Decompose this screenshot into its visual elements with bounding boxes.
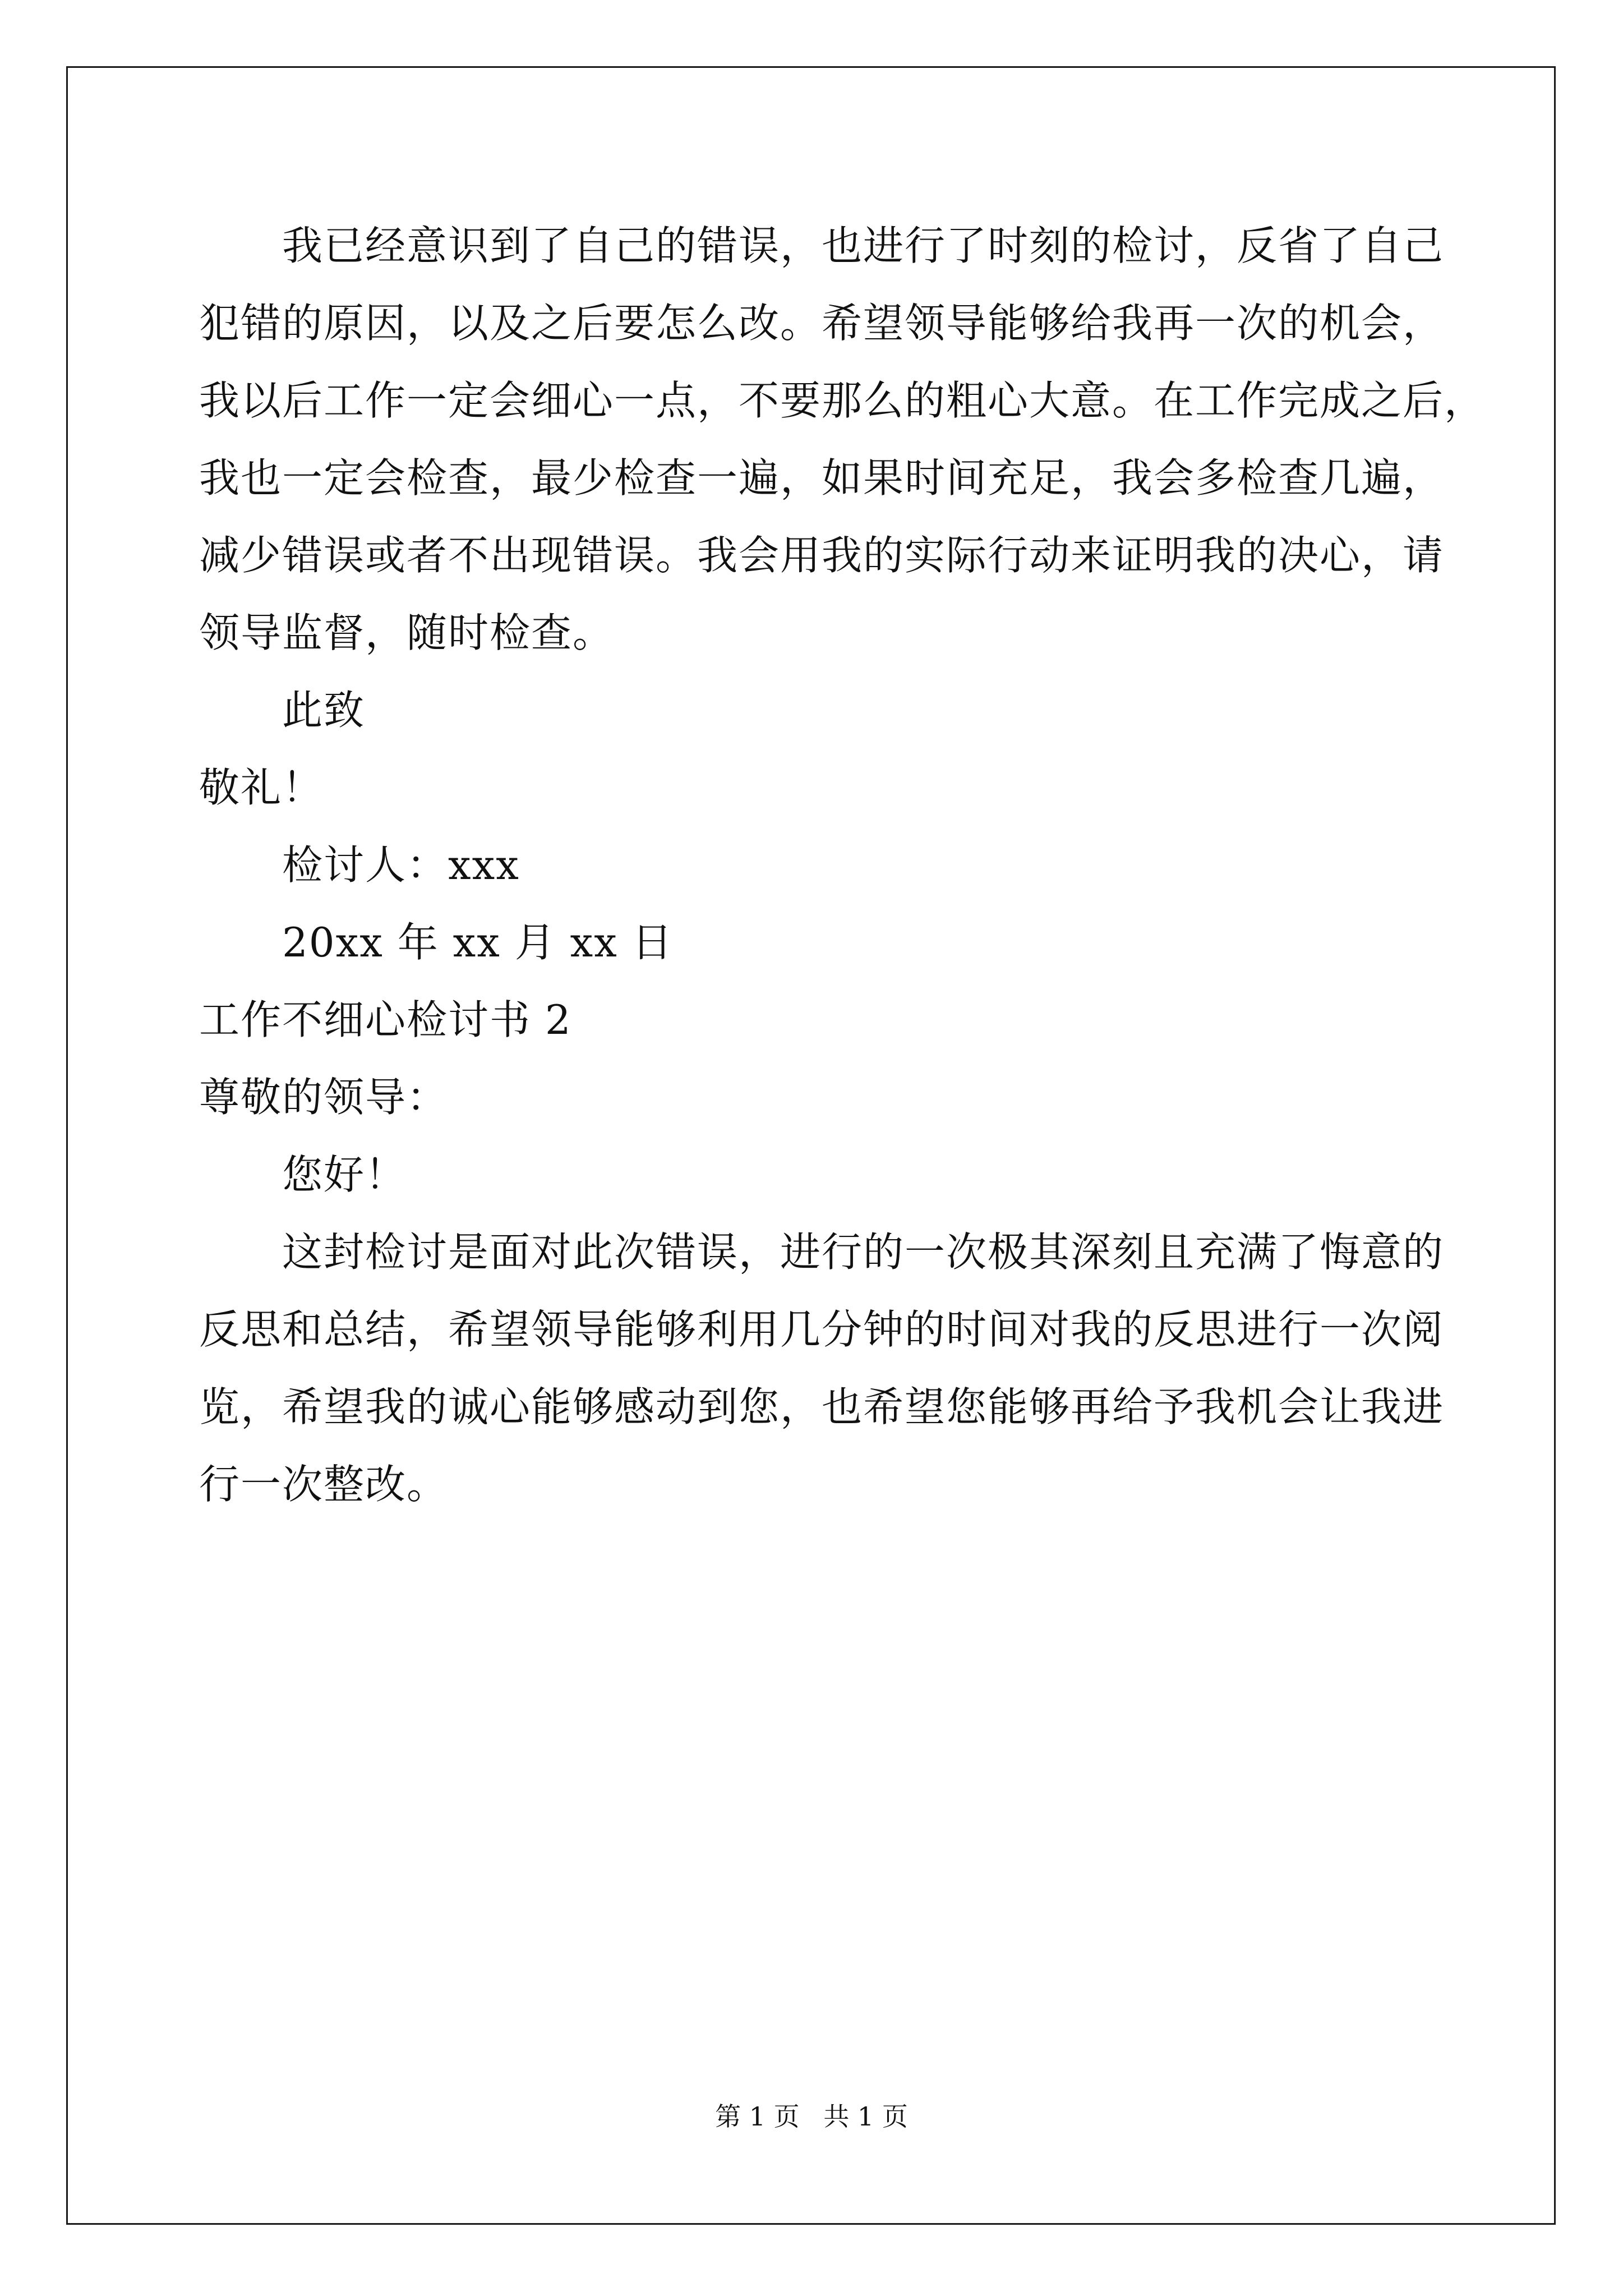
paragraph-line: 我已经意识到了自己的错误，也进行了时刻的检讨，反省了自己	[282, 222, 1445, 269]
paragraph-line: 领导监督，随时检查。	[199, 609, 615, 656]
paragraph-line: 减少错误或者不出现错误。我会用我的实际行动来证明我的决心，请	[199, 532, 1445, 579]
paragraph-line: 犯错的原因，以及之后要怎么改。希望领导能够给我再一次的机会，	[199, 300, 1445, 347]
paragraph-line: 览，希望我的诚心能够感动到您，也希望您能够再给予我机会让我进	[199, 1383, 1445, 1430]
page-total: 共 1 页	[823, 2101, 908, 2132]
letter-hello: 您好！	[282, 1151, 407, 1198]
signature-author: 检讨人：xxx	[282, 841, 520, 889]
closing-regards: 敬礼！	[199, 764, 324, 811]
paragraph-line: 我以后工作一定会细心一点，不要那么的粗心大意。在工作完成之后，	[199, 377, 1486, 424]
page-footer	[0, 2100, 1623, 2133]
paragraph-line: 行一次整改。	[199, 1461, 449, 1508]
section-title: 工作不细心检讨书 2	[199, 996, 572, 1043]
closing-salutation: 此致	[282, 687, 366, 734]
letter-greeting: 尊敬的领导：	[199, 1074, 449, 1121]
paragraph-line: 我也一定会检查，最少检查一遍，如果时间充足，我会多检查几遍，	[199, 454, 1445, 501]
signature-date: 20xx 年 xx 月 xx 日	[282, 919, 674, 966]
page-number: 第 1 页	[715, 2101, 800, 2132]
paragraph-line: 这封检讨是面对此次错误，进行的一次极其深刻且充满了悔意的	[282, 1228, 1445, 1276]
paragraph-line: 反思和总结，希望领导能够利用几分钟的时间对我的反思进行一次阅	[199, 1306, 1445, 1353]
